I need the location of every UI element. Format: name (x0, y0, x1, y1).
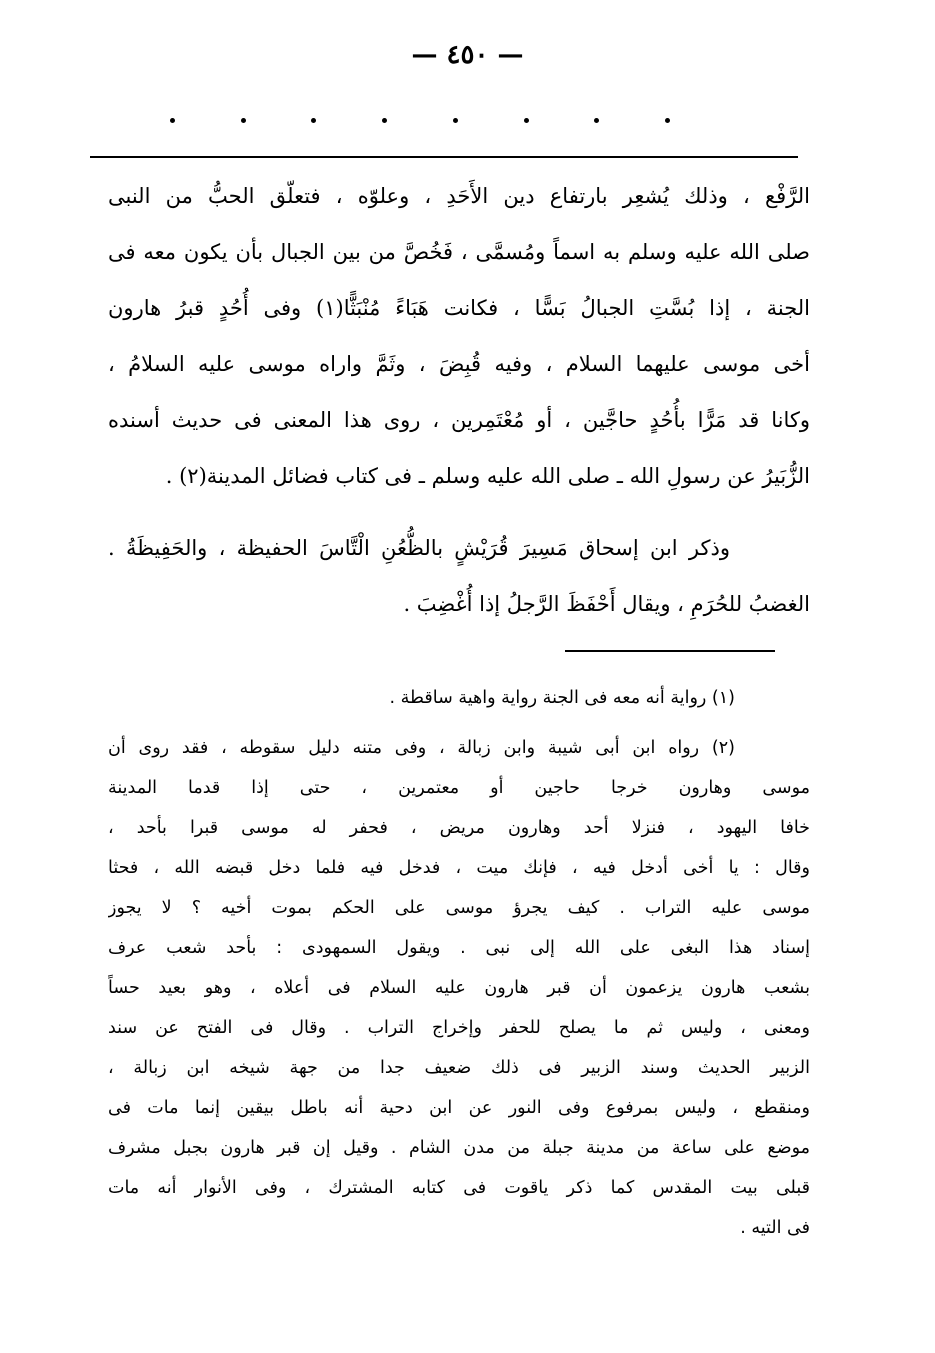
ornament-dot (453, 118, 458, 123)
header-rule (90, 156, 798, 158)
footnote-line: (٢) رواه ابن أبى شيبة وابن زبالة ، وفى متنه دليل سقوطه ، فقد روى أن (108, 738, 735, 758)
ornament-dot (524, 118, 529, 123)
text-line: وذكر ابن إسحاق مَسِيرَ قُرَيْشٍ بالظُّعُنِ الْتَّاسَ الحفيظة ، والحَفِيظَةُ . (108, 536, 730, 560)
main-text (108, 168, 810, 632)
footnote-line: ومنقطع ، وليس بمرفوع وفى النور عن ابن دحية أنه باطل بيقين إنما مات فى (108, 1098, 810, 1118)
footnote-line: موسى وهارون خرجا حاجين أو معتمرين ، حتى إذا قدما المدينة (108, 778, 810, 798)
text-line: الغضبُ للحُرَمِ ، ويقال أَحْفَظَ الرَّجلُ إذا أُغْضِبَ . (403, 592, 810, 616)
footnote-line: خافا اليهود ، فنزلا أحد وهارون مريض ، فحفر له موسى قبرا بأحد ، (108, 818, 810, 838)
ornament-dot (311, 118, 316, 123)
footnote-line: إسناد هذا البغى على الله إلى نبى . ويقول السمهودى : بأحد شعب عرف (108, 938, 810, 958)
footnote-line: فى التيه . (740, 1218, 810, 1238)
text-line: الزُّبَيرُ عن رسولِ الله ـ صلى الله عليه وسلم ـ فى كتاب فضائل المدينة(٢) . (165, 464, 810, 488)
ornament-dot (665, 118, 670, 123)
ornament-dot (594, 118, 599, 123)
page-number: — ٤٥٠ — (411, 40, 524, 70)
paragraph-2 (108, 520, 810, 632)
footnote-line: ومعنى ، وليس ثم ما يصلح للحفر وإخراج التراب . وقال فى الفتح عن سند (108, 1018, 810, 1038)
footnote-line: قبلى بيت المقدس كما ذكر ياقوت فى كتابه المشترك ، وفى الأنوار أنه مات (108, 1178, 810, 1198)
text-line: وكانا قد مَرًّا بأُحُدٍ حاجَّين ، أو مُعْتَمِرين ، روى هذا المعنى فى حديث أسنده (108, 408, 810, 432)
ornamental-dots (170, 118, 670, 138)
footnote-1: (١) رواية أنه معه فى الجنة رواية واهية ساقطة . (389, 688, 735, 708)
ornament-dot (241, 118, 246, 123)
footnote-rule (565, 650, 775, 652)
footnote-2 (108, 728, 810, 1248)
paragraph-1 (108, 168, 810, 504)
footnote-line: بشعب هارون يزعمون أن قبر هارون عليه السلام فى أعلاه ، وهو بعيد حساً (108, 978, 810, 998)
ornament-dot (382, 118, 387, 123)
text-line: الرَّفْع ، وذلك يُشعِر بارتفاع دين الأَحَدِ ، وعلوّه ، فتعلّق الحبُّ من النبى (108, 184, 810, 208)
ornament-dot (170, 118, 175, 123)
footnote-line: الزبير الحديث وسند الزبير فى ذلك ضعيف جدا من جهة شيخه ابن زبالة ، (108, 1058, 810, 1078)
text-line: أخى موسى عليهما السلام ، وفيه قُبِضَ ، وثَمَّ واراه موسى عليه السلامُ ، (108, 352, 810, 376)
text-line: صلى الله عليه وسلم به اسماً ومُسمَّى ، فَخُصَّ من بين الجبال بأن يكون معه فى (108, 240, 810, 264)
text-line: الجنة ، إذا بُسَّتِ الجبالُ بَسًّا ، فكانت هَبَاءً مُنْبَثًّا(١) وفى أُحُدٍ قبرُ هارون (108, 296, 810, 320)
footnote-line: موسى عليه التراب . كيف يجرؤ موسى على الحكم بموت أخيه ؟ لا يجوز (108, 898, 810, 918)
footnote-line: موضع على ساعة من مدينة جبلة من مدن الشام . وقيل إن قبر هارون بجبل مشرف (108, 1138, 810, 1158)
footnotes (108, 678, 810, 1248)
footnote-line: وقال : يا أخى أدخل فيه ، فإنك ميت ، فدخل فيه فلما دخل قبضه الله ، فحثا (108, 858, 810, 878)
